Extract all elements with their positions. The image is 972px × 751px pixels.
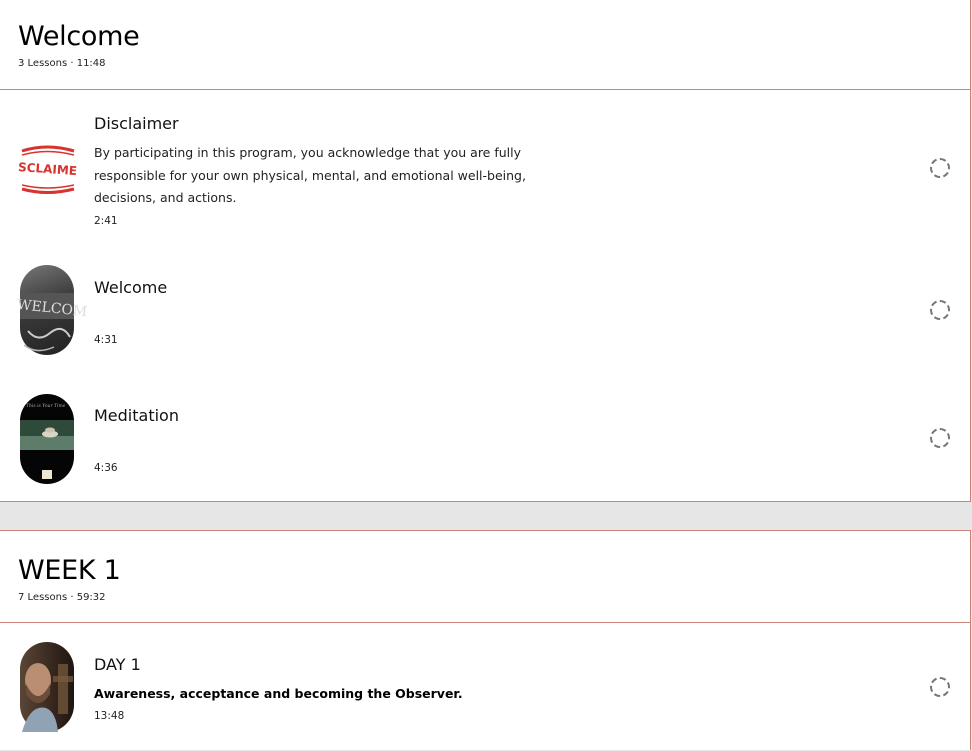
section-week-1	[0, 530, 971, 750]
lesson-item-meditation[interactable]	[0, 370, 970, 500]
lesson-description: Awareness, acceptance and becoming the Observer.	[94, 686, 463, 701]
incomplete-circle-icon[interactable]	[930, 677, 950, 697]
lesson-duration: 2:41	[94, 215, 118, 227]
thumb-caption-text: This is Your Time	[26, 404, 66, 409]
meditation-stones-image	[20, 394, 74, 484]
lesson-item-disclaimer[interactable]	[0, 90, 970, 240]
lesson-title: Meditation	[94, 406, 179, 425]
lesson-title: Welcome	[94, 278, 168, 297]
lesson-description: By participating in this program, you acknowledge that you are fully responsible for your own physical, mental, and emotional well-being, decisions, and actions.	[94, 145, 526, 205]
section-title: WEEK 1	[18, 555, 121, 586]
section-meta: 3 Lessons · 11:48	[18, 58, 106, 69]
thumb-doormat-text: WELCOM	[16, 296, 88, 321]
man-portrait-image	[20, 642, 74, 732]
disclaimer-stamp-image	[17, 123, 78, 213]
lesson-duration: 13:48	[94, 710, 125, 722]
incomplete-circle-icon[interactable]	[930, 158, 950, 178]
thumb-stamp-text: SCLAIME	[17, 159, 78, 179]
section-header[interactable]	[18, 555, 120, 603]
section-header[interactable]	[18, 21, 139, 69]
incomplete-circle-icon[interactable]	[930, 428, 950, 448]
section-title: Welcome	[18, 21, 140, 52]
welcome-doormat-image	[16, 265, 88, 355]
lesson-item-day-1[interactable]	[0, 623, 970, 751]
lesson-duration: 4:36	[94, 462, 118, 474]
lesson-item-welcome[interactable]	[0, 240, 970, 370]
lesson-duration: 4:31	[94, 334, 118, 346]
section-meta: 7 Lessons · 59:32	[18, 592, 106, 603]
lesson-title: DAY 1	[94, 655, 141, 674]
lesson-title: Disclaimer	[94, 114, 179, 133]
incomplete-circle-icon[interactable]	[930, 300, 950, 320]
